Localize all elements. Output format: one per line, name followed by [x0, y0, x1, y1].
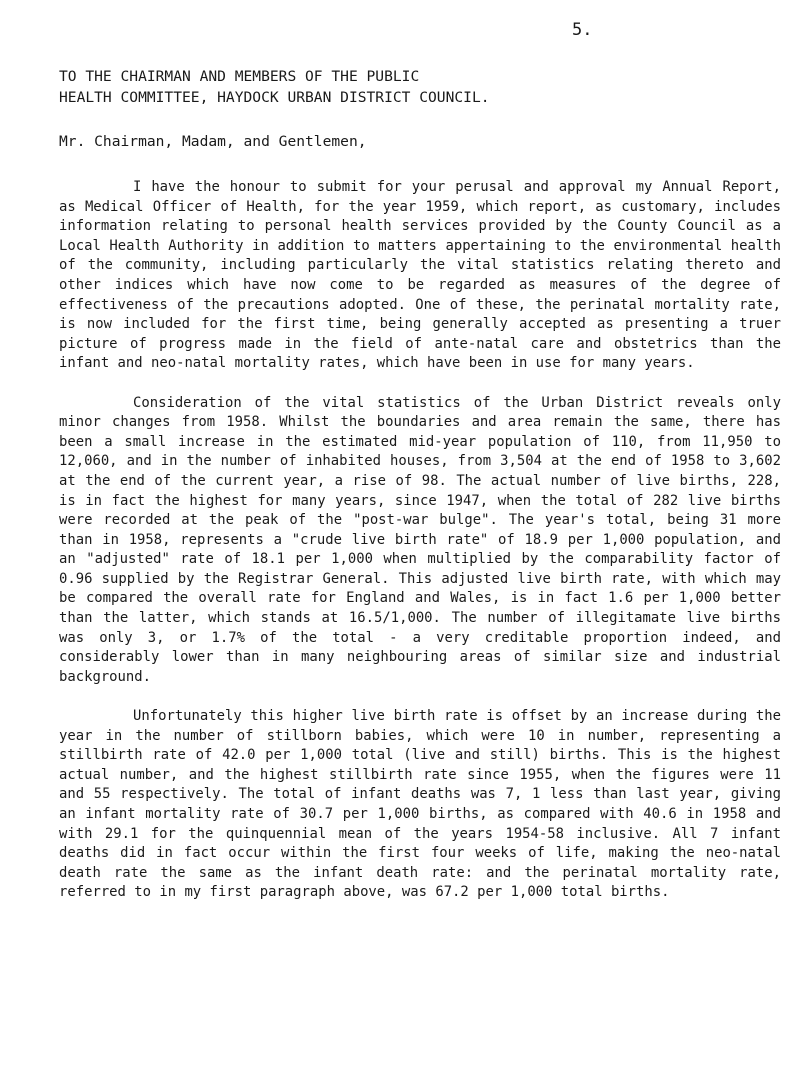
paragraph-introduction: I have the honour to submit for your perusal and approval my Annual Report, as Medical Officer of Health, for the year 1959, which report, as customary, includes information relating to personal health services provided by the County Council as a Local Health Authority in addition to matters appertaining to the environmental health of the community, including particularly the vital statistics relating thereto and other indices which have now come to be regarded as measures of the degree of effectiveness of the precautions adopted. One of these, the perinatal mortality rate, is now included for the first time, being generally accepted as presenting a truer picture of progress made in the field of ante-natal care and obstetrics than the infant and neo-natal mortality rates, which have been in use for many years. [59, 179, 781, 372]
salutation: Mr. Chairman, Madam, and Gentlemen, [59, 133, 367, 150]
paragraph-stillbirths-infant-deaths: Unfortunately this higher live birth rate is offset by an increase during the year in the number of stillborn babies, which were 10 in number, representing a stillbirth rate of 42.0 per 1,000 total (live and still) births. This is the highest actual number, and the highest stillbirth rate since 1955, when the figures were 11 and 55 respectively. The total of infant deaths was 7, 1 less than last year, giving an infant mortality rate of 30.7 per 1,000 births, as compared with 40.6 in 1958 and with 29.1 for the quinquennial mean of the years 1954-58 inclusive. All 7 infant deaths did in fact occur within the first four weeks of life, making the neo-natal death rate the same as the infant death rate: and the perinatal mortality rate, referred to in my first paragraph above, was 67.2 per 1,000 total births. [59, 708, 781, 901]
paragraph-vital-statistics: Consideration of the vital statistics of the Urban District reveals only minor changes from 1958. Whilst the boundaries and area remain the same, there has been a small increase in the estimated mid-year population of 110, from 11,950 to 12,060, and in the number of inhabited houses, from 3,504 at the end of 1958 to 3,602 at the end of the current year, a rise of 98. The actual number of live births, 228, is in fact the highest for many years, since 1947, when the total of 282 live births were recorded at the peak of the "post-war bulge". The year's total, being 31 more than in 1958, represents a "crude live birth rate" of 18.9 per 1,000 population, and an "adjusted" rate of 18.1 per 1,000 when multiplied by the comparability factor of 0.96 supplied by the Registrar General. This adjusted live birth rate, with which may be compared the overall rate for England and Wales, is in fact 1.6 per 1,000 better than the latter, which stands at 16.5/1,000. The number of illegitamate live births was only 3, or 1.7% of the total - a very creditable proportion indeed, and considerably lower than in many neighbouring areas of similar size and industrial background. [59, 394, 781, 685]
report-heading: TO THE CHAIRMAN AND MEMBERS OF THE PUBLIC HEALTH COMMITTEE, HAYDOCK URBAN DISTRICT COUNCIL. [59, 68, 490, 106]
report-body [59, 178, 781, 923]
page-number: 5. [572, 20, 593, 40]
